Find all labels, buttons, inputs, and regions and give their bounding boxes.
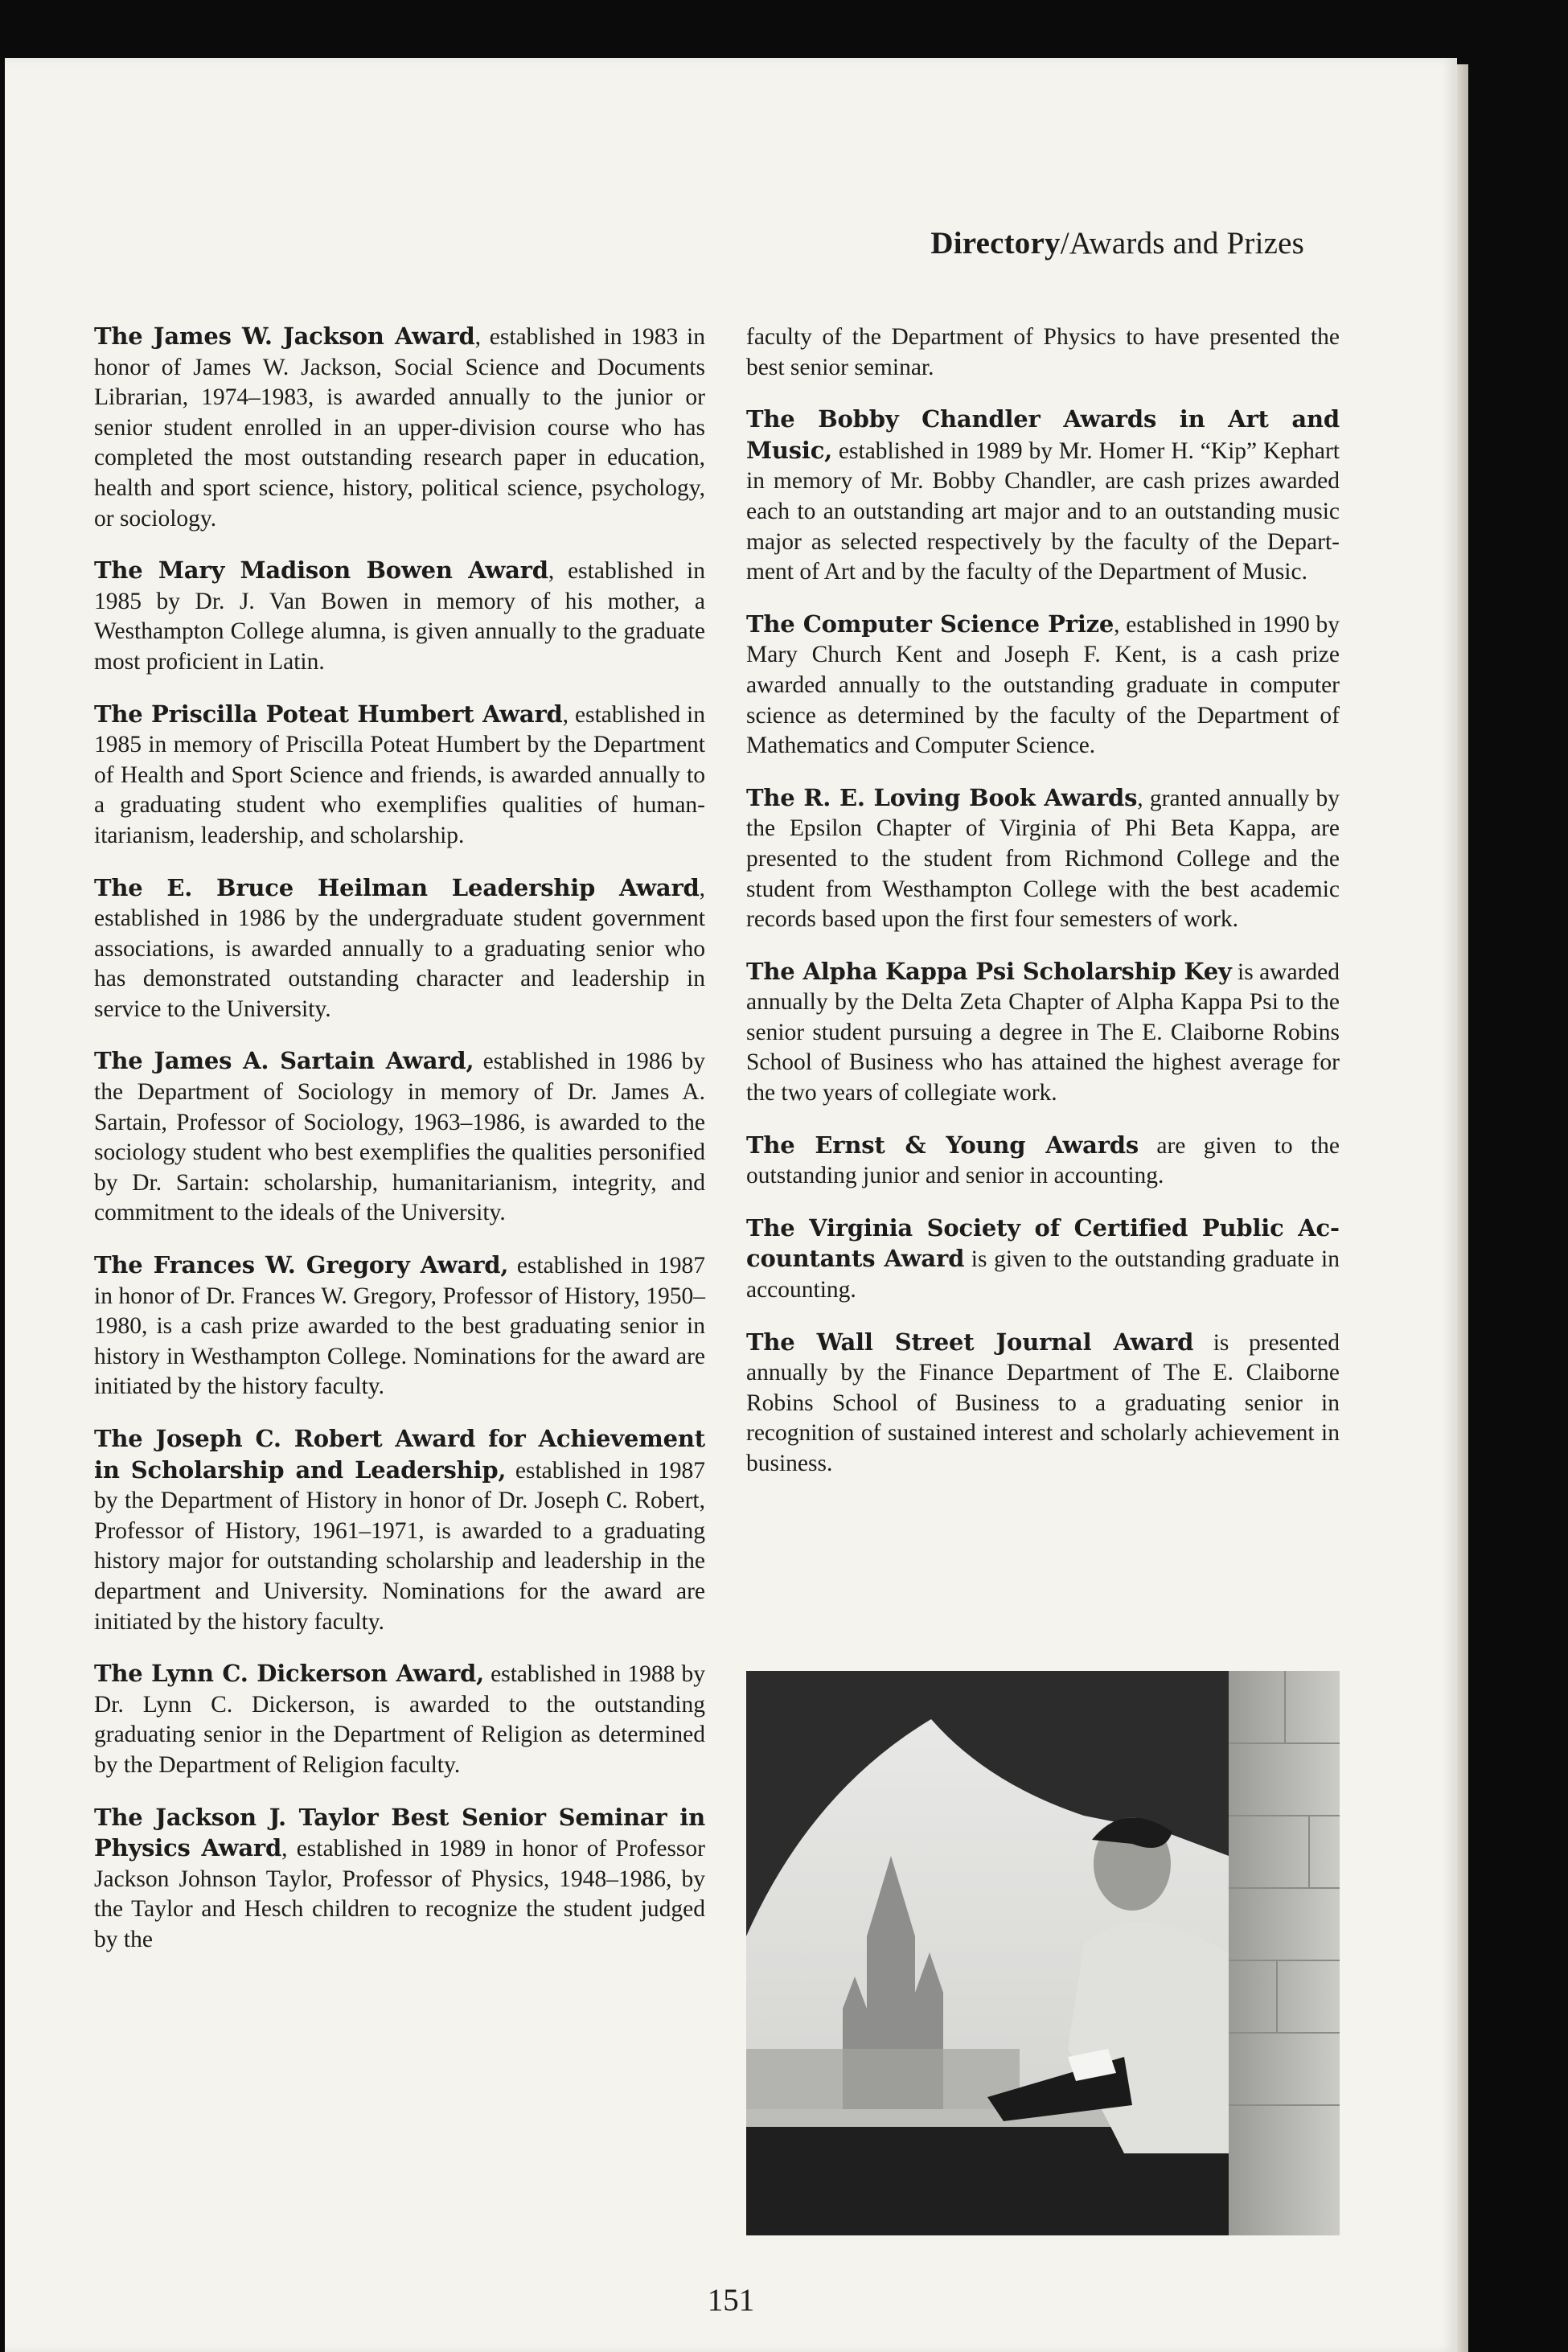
right-column <box>746 322 1340 1501</box>
award-entry <box>746 957 1340 1109</box>
award-description: , established in 1983 in honor of James W. Jackson, Social Science and Documents Librarian, 1974–1983, is awarded annually to the junior or senior student enrolled in an upper-division course who has completed the most outstanding research paper in education, health and sport science, history, political science, psychology, or sociology. <box>94 324 705 532</box>
award-name: The James W. Jackson Award <box>94 322 475 350</box>
award-name: The Computer Science Prize <box>746 610 1114 638</box>
page-edge <box>1457 64 1468 2352</box>
award-description: , established in 1990 by Mary Church Kent and Joseph F. Kent, is a cash prize awarded annually to the outstanding graduate in computer science as determined by the faculty of the Department of Mathematics and Computer Science. <box>746 611 1340 759</box>
award-entry <box>746 783 1340 935</box>
running-head <box>930 225 1304 261</box>
award-description: established in 1986 by the Department of Sociology in memory of Dr. James A. Sartain, Professor of Sociology, 1963–1986, is awarded to the sociology student who best exemplifies the qualities personified by Dr. Sartain: scholarship, humanitarianism, integrity, and commitment to the ideals of the University. <box>94 1049 706 1226</box>
award-name: The E. Bruce Heilman Leadership Award <box>94 873 700 901</box>
page-number: 151 <box>707 2283 755 2317</box>
award-name: The Lynn C. Dickerson Award, <box>94 1660 485 1688</box>
award-entry <box>746 1131 1340 1192</box>
award-name: The Jackson J. Taylor Best Senior Seminar in Physics Award <box>94 1803 705 1862</box>
award-name: The Priscilla Poteat Humbert Award <box>94 700 563 728</box>
running-head-title: /Awards and Prizes <box>1060 226 1304 261</box>
award-description: is awarded annually by the Delta Zeta Chapter of Alpha Kappa Psi to the senior student pursuing a degree in The E. Claiborne Robins School of Business who has attained the highest average for the two years of collegiate work. <box>746 958 1340 1106</box>
award-name: The R. E. Loving Book Awards <box>746 783 1138 811</box>
running-head-section: Directory <box>930 226 1061 261</box>
photo-illustration <box>746 1671 1340 2235</box>
award-description: established in 1987 in honor of Dr. Frances W. Gregory, Professor of History, 1950–1980, is a cash prize awarded to the best graduating senior in history in Westhampton College. Nominations for the award are initiated by the history faculty. <box>94 1253 705 1400</box>
award-entry <box>94 1803 705 1956</box>
award-name: The Ernst & Young Awards <box>746 1131 1139 1159</box>
award-entry <box>746 404 1340 588</box>
award-description: , granted annually by the Epsilon Chapter of Virginia of Phi Beta Kappa, are presented to the student from Richmond College and the student from Westhampton College with the best academic records based upon the first four semesters of work. <box>746 785 1340 933</box>
stone-wall <box>1229 1671 1340 2235</box>
student-reading-photo <box>746 1671 1340 2235</box>
award-name: The Bobby Chandler Awards in Art and Music, <box>746 405 1340 464</box>
award-entry <box>746 610 1340 761</box>
award-name: The James A. Sartain Award, <box>94 1047 474 1075</box>
award-description: established in 1989 by Mr. Homer H. “Kip” Kephart in memory of Mr. Bobby Chandler, are cash prizes awarded each to an outstanding art major and to an outstanding music major as selected respectively by the faculty of the Department of Art and by the faculty of the Department of Music. <box>746 437 1340 585</box>
award-entry <box>746 1213 1340 1306</box>
award-description: , established in 1989 in honor of Professor Jackson Johnson Taylor, Professor of Physics, 1948–1986, by the Taylor and Hesch children to recognize the student judged by the <box>94 1836 705 1952</box>
award-entry <box>746 1328 1340 1480</box>
award-description: , established in 1985 by Dr. J. Van Bowen in memory of his mother, a Westhampton College alumna, is given annually to the graduate most proficient in Latin. <box>94 558 705 675</box>
award-name: The Alpha Kappa Psi Scholarship Key <box>746 957 1232 985</box>
award-description: is given to the outstanding graduate in accounting. <box>746 1246 1340 1303</box>
award-description: , established in 1985 in memory of Priscilla Poteat Humbert by the Department of Health and Sport Science and friends, is awarded annually to a graduating student who exemplifies qualities of humanitarianism, leadership, and scholarship. <box>94 701 705 848</box>
left-column <box>94 322 705 1977</box>
award-name: The Wall Street Journal Award <box>746 1328 1194 1356</box>
award-description: established in 1987 by the Department of History in honor of Dr. Joseph C. Robert, Professor of History, 1961–1971, is awarded to a graduating history major for outstanding scholarship and leadership in the department and University. Nominations for the award are initiated by the history faculty. <box>94 1457 705 1635</box>
award-description: , established in 1986 by the undergraduate student government associations, is awarded annually to a graduating senior who has demonstrated outstanding character and leadership in service to the University. <box>94 875 705 1022</box>
award-entry <box>94 873 705 1025</box>
award-entry <box>94 1046 705 1229</box>
award-entry <box>94 700 705 852</box>
award-entry <box>94 322 705 534</box>
award-description: are given to the outstanding junior and senior in accounting. <box>746 1132 1340 1189</box>
award-entry-continued <box>746 322 1340 383</box>
award-entry <box>94 1424 705 1637</box>
page <box>5 58 1457 2352</box>
award-name: The Virginia Society of Certified Public Accountants Award <box>746 1213 1340 1273</box>
award-name: The Mary Madison Bowen Award <box>94 556 548 585</box>
award-description: is presented annually by the Finance Department of The E. Claiborne Robins School of Business to a graduating senior in recognition of sustained interest and scholarly achievement in business. <box>746 1329 1340 1476</box>
award-entry <box>94 1659 705 1780</box>
award-entry <box>94 556 705 677</box>
award-name: The Joseph C. Robert Award for Achievement in Scholarship and Leadership, <box>94 1425 705 1484</box>
award-description: established in 1988 by Dr. Lynn C. Dickerson, is awarded to the outstanding graduating senior in the Department of Religion as determined by the Department of Religion faculty. <box>94 1661 706 1778</box>
award-description: faculty of the Department of Physics to have presented the best senior seminar. <box>746 324 1340 380</box>
award-name: The Frances W. Gregory Award, <box>94 1251 509 1279</box>
award-entry <box>94 1250 705 1402</box>
